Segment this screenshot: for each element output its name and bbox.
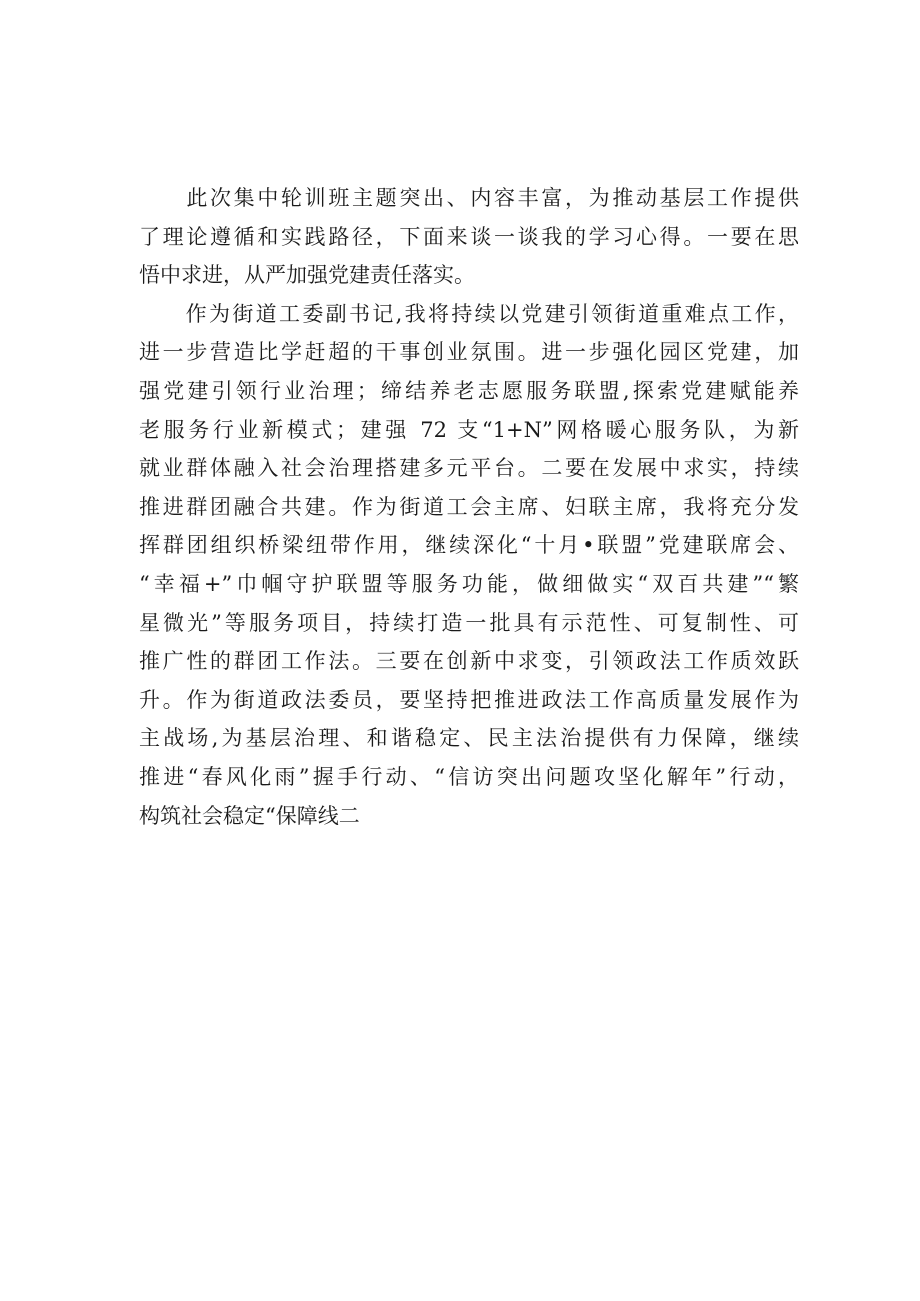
text-line: 推进群团融合共建。作为街道工会主席、妇联主席，我将充分发 — [139, 494, 799, 519]
text-line: 进一步营造比学赶超的干事创业氛围。进一步强化园区党建，加 — [139, 340, 799, 365]
text-line: 星微光”等服务项目，持续打造一批具有示范性、可复制性、可 — [139, 610, 799, 635]
document-body — [139, 188, 799, 844]
text-line: 就业群体融入社会治理搭建多元平台。二要在发展中求实，持续 — [139, 456, 799, 481]
text-line: 悟中求进，从严加强党建责任落实。 — [139, 263, 475, 288]
text-line: 构筑社会稳定“保障线二 — [139, 803, 360, 828]
text-line: 挥群团组织桥梁纽带作用，继续深化“十月•联盟”党建联席会、 — [139, 533, 799, 558]
text-line: “幸福+”巾帼守护联盟等服务功能，做细做实“双百共建”“繁 — [139, 571, 799, 596]
text-line: 主战场,为基层治理、和谐稳定、民主法治提供有力保障，继续 — [139, 726, 799, 751]
text-line: 此次集中轮训班主题突出、内容丰富，为推动基层工作提供 — [139, 186, 799, 210]
text-line: 推进“春风化雨”握手行动、“信访突出问题攻坚化解年”行动， — [139, 764, 799, 789]
text-line: 了理论遵循和实践路径，下面来谈一谈我的学习心得。一要在思 — [139, 224, 799, 249]
text-line: 强党建引领行业治理；缔结养老志愿服务联盟,探索党建赋能养 — [139, 378, 799, 403]
paragraph-2 — [139, 301, 799, 828]
text-line: 作为街道工委副书记,我将持续以党建引领街道重难点工作， — [139, 301, 799, 326]
text-line: 推广性的群团工作法。三要在创新中求变，引领政法工作质效跃 — [139, 649, 799, 674]
text-line: 老服务行业新模式；建强 72 支“1+N”网格暖心服务队，为新 — [139, 417, 799, 442]
text-line: 升。作为街道政法委员，要坚持把推进政法工作高质量发展作为 — [139, 687, 799, 712]
paragraph-1 — [139, 188, 799, 286]
